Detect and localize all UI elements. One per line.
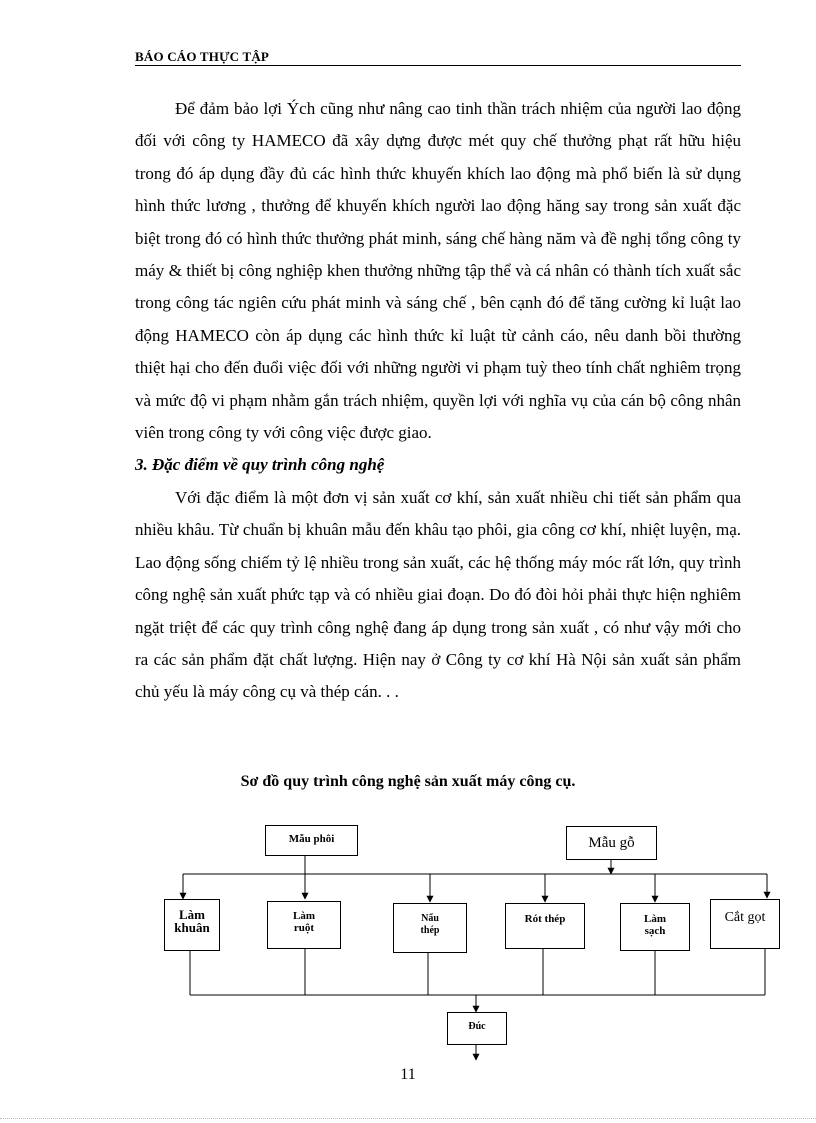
box-mau-phoi: Mẫu phôi: [265, 825, 358, 856]
box-cat-got: Cắt gọt: [710, 899, 780, 949]
paragraph-reward-policy: Để đảm bảo lợi Ých cũng như nâng cao tinh thần trách nhiệm của người lao động đối với công ty HAMECO đã xây dựng được mét quy chế thưởng phạt rất hữu hiệu trong đó áp dụng đầy đủ các hình thức khuyến khích lao động mà phổ biến là sử dụng hình thức lương , thưởng để khuyến khích người lao động hăng say trong sản xuất đặc biệt trong đó có hình thức thưởng phát minh, sáng chế hàng năm và đề nghị tổng công ty máy & thiết bị công nghiệp khen thưởng những tập thể và cá nhân có thành tích xuất sắc trong công tác ngiên cứu phát minh và sáng chế , bên cạnh đó để tăng cường kỉ luật lao động HAMECO còn áp dụng các hình thức kỉ luật từ cảnh cáo, nêu danh bồi thường thiệt hại cho đến đuổi việc đối với những người vi phạm tuỳ theo tính chất nghiêm trọng và mức độ vi phạm nhằm gắn trách nhiệm, quyền lợi với nghĩa vụ của cán bộ công nhân viên trong công ty với công việc được giao.: [135, 99, 741, 443]
section-title: 3. Đặc điểm về quy trình công nghệ: [135, 455, 385, 475]
paragraph-technology-process: Với đặc điểm là một đơn vị sản xuất cơ khí, sản xuất nhiều chi tiết sản phẩm qua nhiều khâu. Từ chuẩn bị khuân mẫu đến khâu tạo phôi, gia công cơ khí, nhiệt luyện, mạ. Lao động sống chiếm tỷ lệ nhiều trong sản xuất, các hệ thống máy móc rất lớn, quy trình công nghệ sản xuất phức tạp và có nhiều giai đoạn. Do đó đòi hỏi phải thực hiện nghiêm ngặt triệt để các quy trình công nghệ đang áp dụng trong sản xuất , có như vậy mới cho ra các sản phẩm đặt chất lượng. Hiện nay ở Công ty cơ khí Hà Nội sản xuất sản phẩm chủ yếu là máy công cụ và thép cán. . .: [135, 487, 741, 702]
box-mau-go: Mẫu gỗ: [566, 826, 657, 860]
box-nau-thep: Nấu thép: [393, 903, 467, 953]
diagram-caption: Sơ đồ quy trình công nghệ sản xuất máy công cụ.: [240, 773, 576, 790]
box-lam-khuan: Làm khuân: [164, 899, 220, 951]
box-rot-thep: Rót thép: [505, 903, 585, 949]
box-lam-sach: Làm sạch: [620, 903, 690, 951]
box-duc: Đúc: [447, 1012, 507, 1045]
bottom-rule: [0, 1118, 816, 1119]
box-lam-ruot: Làm ruột: [267, 901, 341, 949]
report-header: BÁO CÁO THỰC TẬP: [135, 50, 741, 66]
page-number: 11: [400, 1066, 416, 1083]
